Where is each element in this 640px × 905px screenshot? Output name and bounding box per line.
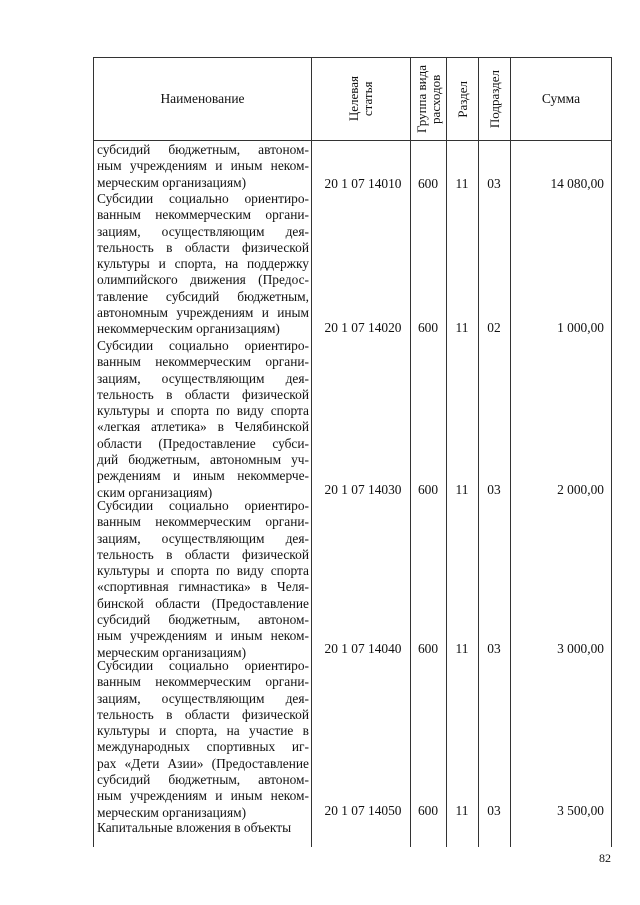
name-line: Субсидии социально ориентиро- [97, 658, 309, 673]
name-line: культуры и спорта по виду спорта [97, 403, 309, 419]
column-divider-name [311, 57, 312, 847]
name-line: «спортивная гимнастика» в Челя- [97, 579, 309, 595]
name-line: реждениям и иным некоммерче- [97, 468, 309, 484]
name-line: мерческим организациям) [97, 644, 247, 660]
expense-group-cell: 600 [417, 803, 439, 818]
name-line: ным учреждениям и иным неком- [97, 788, 309, 804]
name-line: зациям, осуществляющим дея- [97, 223, 309, 239]
subsection-cell: 03 [487, 482, 501, 497]
section-cell: 11 [455, 176, 469, 191]
name-line: культуры и спорта, на участие в [97, 723, 309, 739]
name-line: субсидий бюджетным, автоном- [97, 142, 309, 157]
expense-group-cell: 600 [417, 320, 439, 335]
name-line: некоммерческим организациям) [97, 321, 280, 337]
expense-group-cell: 600 [417, 176, 439, 191]
subsection-cell: 03 [487, 641, 501, 656]
table-right-border [611, 57, 612, 847]
table-left-border [93, 57, 94, 847]
name-line: рах «Дети Азии» (Предоставление [97, 755, 309, 771]
header-expense-group [411, 58, 446, 140]
header-target-article-label: Целевая статья [346, 76, 375, 122]
table-row-name [97, 338, 309, 501]
header-section [447, 58, 478, 140]
name-line: ванным некоммерческим органи- [97, 207, 309, 223]
sum-cell: 1 000,00 [557, 320, 604, 335]
name-line: ванным некоммерческим органи- [97, 514, 309, 530]
table-row-name [97, 498, 309, 661]
column-divider-code [410, 57, 411, 847]
target-article-cell: 20 1 07 14050 [324, 803, 402, 818]
subsection-cell: 02 [487, 320, 501, 335]
section-cell: 11 [455, 482, 469, 497]
name-line: дий бюджетным, автономным уч- [97, 452, 309, 468]
name-line: мерческим организациям) [97, 804, 247, 820]
name-line: Капитальные вложения в объекты [97, 820, 292, 835]
header-section-label: Раздел [454, 80, 470, 118]
subsection-cell: 03 [487, 176, 501, 191]
subsection-cell: 03 [487, 803, 501, 818]
name-line: олимпийского движения (Предос- [97, 272, 309, 288]
name-line: Субсидии социально ориентиро- [97, 338, 309, 353]
column-divider-section [478, 57, 479, 847]
name-line: субсидий бюджетным, автоном- [97, 772, 309, 788]
sum-cell: 3 000,00 [557, 641, 604, 656]
name-line: субсидий бюджетным, автоном- [97, 612, 309, 628]
name-line: зациям, осуществляющим дея- [97, 370, 309, 386]
section-cell: 11 [455, 803, 469, 818]
name-line: зациям, осуществляющим дея- [97, 690, 309, 706]
table-row-name [97, 658, 309, 821]
target-article-cell: 20 1 07 14020 [324, 320, 402, 335]
name-line: зациям, осуществляющим дея- [97, 530, 309, 546]
expense-group-cell: 600 [417, 482, 439, 497]
sum-cell: 14 080,00 [550, 176, 604, 191]
name-line: Субсидии социально ориентиро- [97, 498, 309, 513]
name-line: Субсидии социально ориентиро- [97, 191, 309, 206]
header-name [94, 58, 311, 140]
name-line: ванным некоммерческим органи- [97, 354, 309, 370]
name-line: ванным некоммерческим органи- [97, 674, 309, 690]
expense-group-cell: 600 [417, 641, 439, 656]
name-line: мерческим организациям) [97, 174, 247, 190]
header-target-article [312, 58, 410, 140]
name-line: автономным учреждениям и иным [97, 305, 309, 321]
section-cell: 11 [455, 641, 469, 656]
header-sum [511, 58, 611, 140]
sum-cell: 2 000,00 [557, 482, 604, 497]
target-article-cell: 20 1 07 14040 [324, 641, 402, 656]
name-line: культуры и спорта по виду спорта [97, 563, 309, 579]
name-line: ским организациям) [97, 484, 213, 500]
name-line: бинской области (Предоставление [97, 595, 309, 611]
header-expense-group-label: Группа вида расходов [413, 65, 443, 133]
name-line: ным учреждениям и иным неком- [97, 158, 309, 174]
target-article-cell: 20 1 07 14010 [324, 176, 402, 191]
page-number: 82 [599, 851, 611, 865]
name-line: тельность в области физической [97, 546, 309, 562]
header-name-label: Наименование [160, 91, 245, 106]
table-row-name [97, 142, 309, 191]
name-line: международных спортивных иг- [97, 739, 309, 755]
name-line: области (Предоставление субси- [97, 435, 309, 451]
header-subsection [479, 58, 510, 140]
table-header-divider [93, 140, 611, 141]
name-line: тавление субсидий бюджетным, [97, 288, 309, 304]
header-subsection-label: Подраздел [486, 69, 502, 129]
table-row-name [97, 191, 309, 338]
table-row-name [97, 820, 309, 836]
column-divider-subsection [510, 57, 511, 847]
target-article-cell: 20 1 07 14030 [324, 482, 402, 497]
name-line: «легкая атлетика» в Челябинской [97, 419, 309, 435]
name-line: тельность в области физической [97, 706, 309, 722]
sum-cell: 3 500,00 [557, 803, 604, 818]
header-sum-label: Сумма [541, 91, 581, 106]
name-line: тельность в области физической [97, 386, 309, 402]
name-line: культуры и спорта, на поддержку [97, 256, 309, 272]
name-line: тельность в области физической [97, 239, 309, 255]
section-cell: 11 [455, 320, 469, 335]
name-line: ным учреждениям и иным неком- [97, 628, 309, 644]
